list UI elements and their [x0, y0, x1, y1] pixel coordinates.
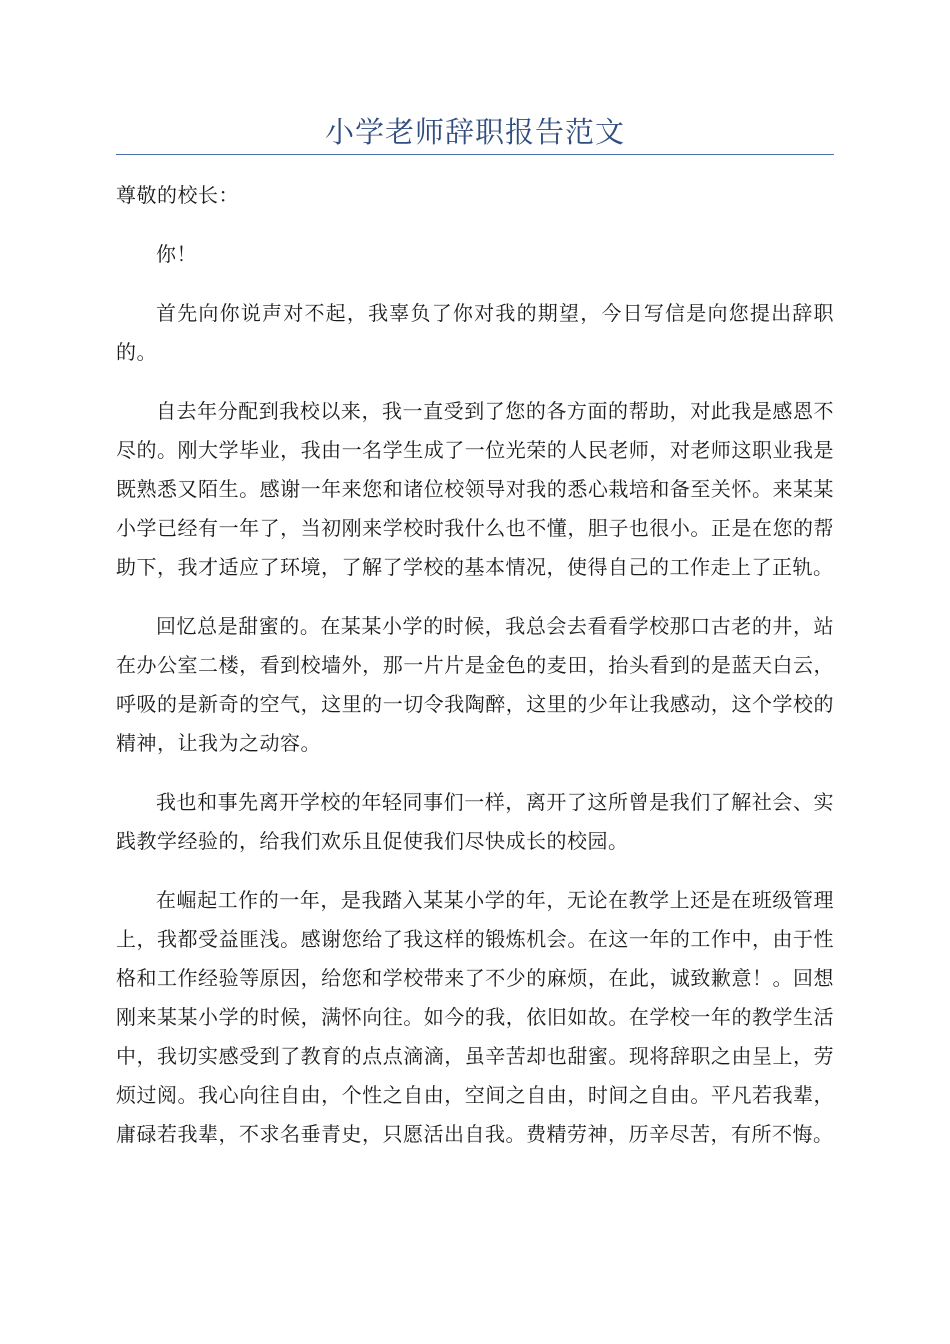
paragraph-memories: 回忆总是甜蜜的。在某某小学的时候，我总会去看看学校那口古老的井，站在办公室二楼，看到校墙外，那一片片是金色的麦田，抬头看到的是蓝天白云，呼吸的是新奇的空气，这里的一切令我陶醉，这里的少年让我感动，这个学校的精神，让我为之动容。 [116, 614, 834, 755]
paragraph-gratitude: 自去年分配到我校以来，我一直受到了您的各方面的帮助，对此我是感恩不尽的。刚大学毕业，我由一名学生成了一位光荣的人民老师，对老师这职业我是既熟悉又陌生。感谢一年来您和诸位校领导对我的悉心栽培和备至关怀。来某某小学已经有一年了，当初刚来学校时我什么也不懂，胆子也很小。正是在您的帮助下，我才适应了环境，了解了学校的基本情况，使得自己的工作走上了正轨。 [116, 399, 834, 579]
paragraph-apology: 首先向你说声对不起，我辜负了你对我的期望，今日写信是向您提出辞职的。 [116, 301, 834, 364]
title-underline [116, 154, 834, 155]
document-title: 小学老师辞职报告范文 [324, 115, 625, 149]
salutation: 尊敬的校长： [116, 183, 239, 207]
paragraph-greeting: 你！ [156, 242, 197, 266]
paragraph-leaving: 我也和事先离开学校的年轻同事们一样，离开了这所曾是我们了解社会、实践教学经验的，给我们欢乐且促使我们尽快成长的校园。 [116, 790, 834, 853]
document-body [116, 176, 834, 1174]
paragraph-reflection: 在崛起工作的一年，是我踏入某某小学的年，无论在教学上还是在班级管理上，我都受益匪浅。感谢您给了我这样的锻炼机会。在这一年的工作中，由于性格和工作经验等原因，给您和学校带来了不少的麻烦，在此，诚致歉意！。回想刚来某某小学的时候，满怀向往。如今的我，依旧如故。在学校一年的教学生活中，我切实感受到了教育的点点滴滴，虽辛苦却也甜蜜。现将辞职之由呈上，劳烦过阅。我心向往自由，个性之自由，空间之自由，时间之自由。平凡若我辈，庸碌若我辈，不求名垂青史，只愿活出自我。费精劳神，历辛尽苦，有所不悔。 [116, 888, 834, 1146]
